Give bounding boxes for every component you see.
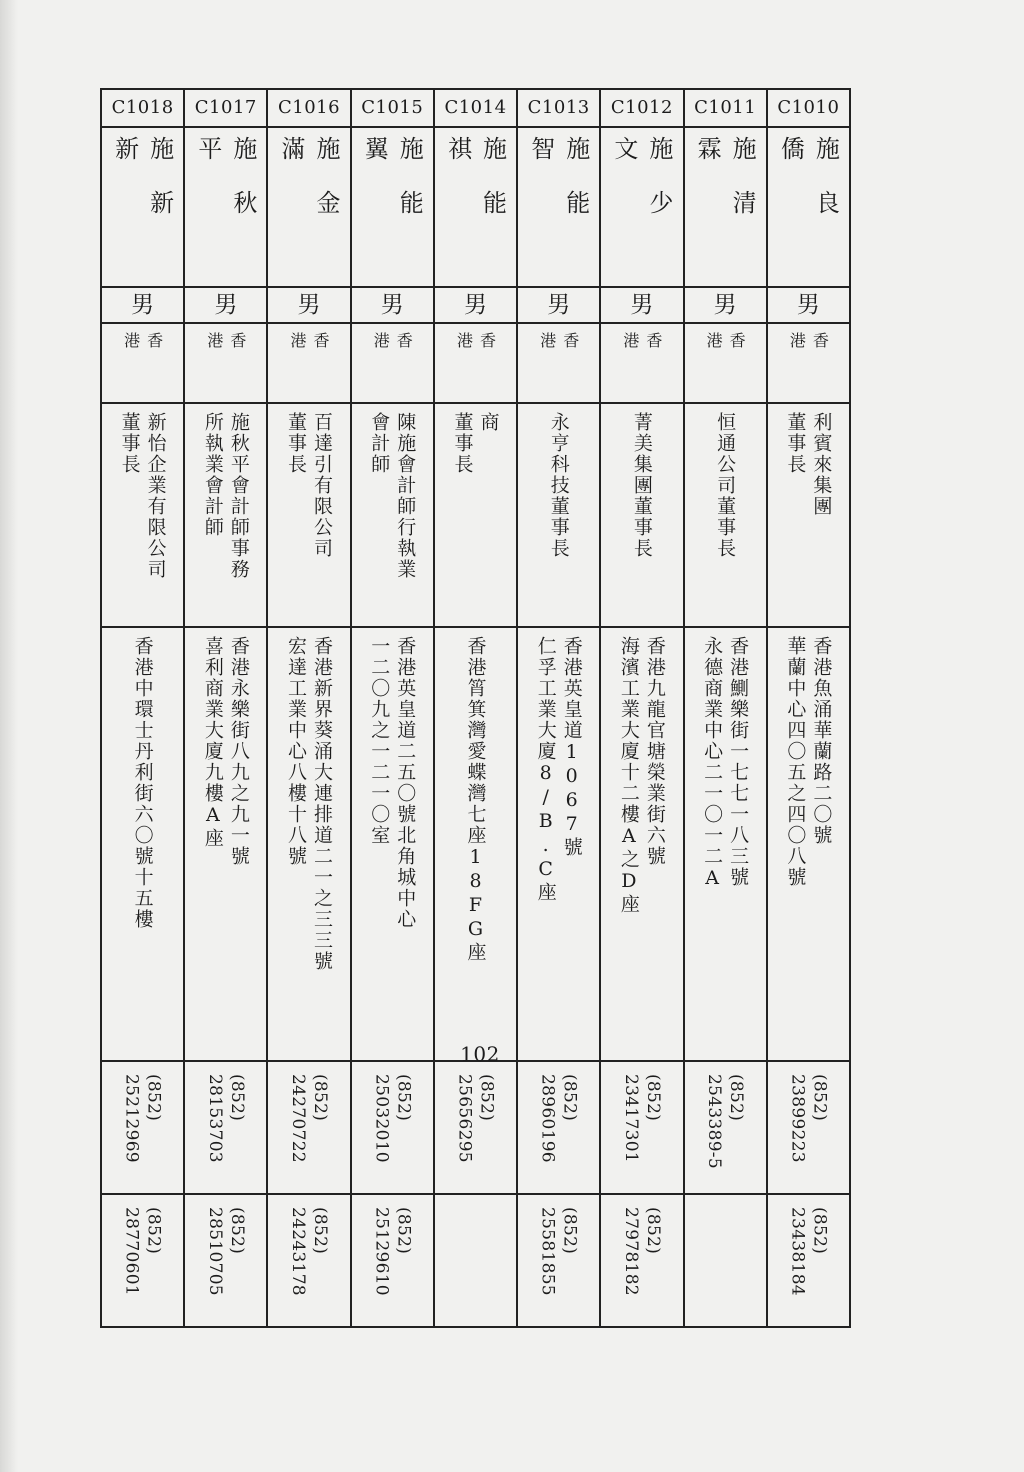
member-fax-wrap [685,1195,766,1207]
member-address-cell [434,627,517,1061]
member-birthplace: 香港 [537,332,580,368]
member-tel-cell [434,1061,517,1194]
member-tel-wrap [685,1062,766,1169]
member-fax-cell [351,1194,434,1327]
page-number: 102 [460,1042,500,1066]
member-tel-wrap [102,1062,183,1163]
member-name-cell [101,127,184,287]
member-code: C1016 [267,89,350,127]
address-row [101,627,850,1061]
member-occupation: 恒通公司董事長 [714,412,737,559]
member-sex: 男 [267,287,350,323]
member-occupation: 百達引有限公司 董事長 [285,412,334,559]
member-address: 香港九龍官塘榮業街六號 海濱工業大廈十二樓A之D座 [617,636,666,915]
member-birthplace: 香港 [704,332,747,368]
member-fax-cell [517,1194,600,1327]
member-address-cell [600,627,683,1061]
member-telephone: (852) 25032010 [371,1074,414,1163]
member-fax-wrap [102,1195,183,1296]
member-fax-wrap [768,1195,849,1296]
member-birthplace: 香港 [204,332,247,368]
member-fax: (852) 28770601 [121,1207,164,1296]
member-address: 香港鰂樂街一七七一八三號 永德商業中心二一〇一二A [701,636,750,891]
member-name-cell [517,127,600,287]
member-tel-wrap [185,1062,266,1163]
member-address: 香港永樂街八九之九一號 喜利商業大廈九樓A座 [201,636,250,867]
member-sex: 男 [684,287,767,323]
member-sex: 男 [351,287,434,323]
member-fax-cell [767,1194,850,1327]
member-name: 施金滿 [277,136,341,244]
member-telephone: (852) 25656295 [454,1074,497,1163]
member-tel-cell [101,1061,184,1194]
member-tel-wrap [768,1062,849,1163]
member-name-cell [351,127,434,287]
member-birthplace-cell [600,323,683,403]
member-fax-wrap [601,1195,682,1296]
member-telephone: (852) 25212969 [121,1074,164,1163]
member-birthplace: 香港 [121,332,164,368]
member-address-cell [351,627,434,1061]
member-sex: 男 [767,287,850,323]
member-occupation-cell [434,403,517,627]
member-address: 香港魚涌華蘭路二〇號 華蘭中心四〇五之四〇八號 [784,636,833,888]
member-tel-wrap [518,1062,599,1163]
member-name: 施清霖 [693,136,757,244]
member-code: C1011 [684,89,767,127]
member-code: C1013 [517,89,600,127]
member-code: C1012 [600,89,683,127]
member-occupation-cell [101,403,184,627]
member-birthplace-cell [517,323,600,403]
member-sex: 男 [184,287,267,323]
member-birthplace: 香港 [454,332,497,368]
member-fax: (852) 23438184 [787,1207,830,1296]
member-occupation-cell [267,403,350,627]
member-telephone: (852) 28960196 [537,1074,580,1163]
member-fax: (852) 25581855 [537,1207,580,1296]
member-address-cell [767,627,850,1061]
member-sex: 男 [600,287,683,323]
member-name-cell [767,127,850,287]
member-name-cell [600,127,683,287]
member-address-cell [184,627,267,1061]
member-birthplace-cell [184,323,267,403]
member-tel-wrap [268,1062,349,1163]
member-occupation-cell [351,403,434,627]
member-address: 香港中環士丹利街六〇號十五樓 [131,636,154,930]
member-code: C1017 [184,89,267,127]
member-occupation-cell [600,403,683,627]
member-telephone: (852) 28153703 [204,1074,247,1163]
member-occupation-cell [767,403,850,627]
member-address-cell [684,627,767,1061]
member-occupation: 新怡企業有限公司 董事長 [118,412,167,580]
member-name: 施能祺 [443,136,507,244]
member-address-cell [517,627,600,1061]
member-tel-cell [600,1061,683,1194]
member-fax-cell [101,1194,184,1327]
name-row [101,127,850,287]
member-fax: (852) 25129610 [371,1207,414,1296]
member-tel-wrap [435,1062,516,1163]
member-birthplace-cell [101,323,184,403]
member-name: 施能智 [526,136,590,244]
member-occupation: 陳施會計師行執業 會計師 [368,412,417,580]
member-tel-wrap [601,1062,682,1163]
member-fax-wrap [435,1195,516,1207]
member-tel-cell [767,1061,850,1194]
member-address: 香港新界葵涌大連排道二一之三三號 宏達工業中心八樓十八號 [285,636,334,972]
code-row [101,89,850,127]
member-birthplace: 香港 [620,332,663,368]
member-code: C1015 [351,89,434,127]
member-birthplace-cell [684,323,767,403]
member-tel-cell [267,1061,350,1194]
member-fax-cell [600,1194,683,1327]
member-address-cell [101,627,184,1061]
member-address-cell [267,627,350,1061]
member-occupation: 商 董事長 [451,412,500,475]
member-code: C1010 [767,89,850,127]
member-fax: (852) 27978182 [620,1207,663,1296]
member-address: 香港筲箕灣愛蝶灣七座18FG座 [464,636,487,963]
member-fax-wrap [518,1195,599,1296]
member-sex: 男 [101,287,184,323]
member-tel-cell [684,1061,767,1194]
member-fax-cell [267,1194,350,1327]
member-telephone: (852) 2543389-5 [704,1074,747,1169]
telephone-row [101,1061,850,1194]
member-occupation: 菁美集團董事長 [630,412,653,559]
fax-row [101,1194,850,1327]
member-name-cell [267,127,350,287]
member-sex: 男 [517,287,600,323]
member-telephone: (852) 23417301 [620,1074,663,1163]
member-occupation-cell [684,403,767,627]
member-tel-cell [517,1061,600,1194]
member-tel-cell [351,1061,434,1194]
member-fax-cell [434,1194,517,1327]
member-birthplace: 香港 [787,332,830,368]
member-birthplace-cell [767,323,850,403]
member-tel-wrap [352,1062,433,1163]
member-fax-cell [184,1194,267,1327]
member-name-cell [684,127,767,287]
member-address: 香港英皇道1067號 仁孚工業大廈8/B.C座 [534,636,583,903]
member-sex: 男 [434,287,517,323]
member-occupation: 施秋平會計師事務 所執業會計師 [201,412,250,580]
member-name: 施秋平 [193,136,257,244]
member-name-cell [184,127,267,287]
member-occupation: 利賓來集團 董事長 [784,412,833,517]
member-birthplace: 香港 [371,332,414,368]
occupation-row [101,403,850,627]
member-address: 香港英皇道二五〇號北角城中心 一二〇九之一二一〇室 [368,636,417,930]
member-code: C1014 [434,89,517,127]
member-fax: (852) 24243178 [288,1207,331,1296]
member-birthplace-cell [267,323,350,403]
member-name: 施良僑 [776,136,840,244]
member-fax-cell [684,1194,767,1327]
member-fax: (852) 28510705 [204,1207,247,1296]
member-name: 施新新 [110,136,174,244]
member-occupation-cell [517,403,600,627]
sex-row [101,287,850,323]
member-birthplace-cell [434,323,517,403]
member-code: C1018 [101,89,184,127]
birthplace-row [101,323,850,403]
member-fax-wrap [268,1195,349,1296]
member-fax-wrap [352,1195,433,1296]
page-binding-shadow [0,0,18,1472]
member-name: 施能翼 [360,136,424,244]
member-birthplace: 香港 [288,332,331,368]
member-name: 施少文 [609,136,673,244]
member-occupation: 永亨科技董事長 [547,412,570,559]
member-register-table [100,88,851,1328]
member-telephone: (852) 23899223 [787,1074,830,1163]
member-name-cell [434,127,517,287]
member-fax-wrap [185,1195,266,1296]
member-birthplace-cell [351,323,434,403]
member-tel-cell [184,1061,267,1194]
member-telephone: (852) 24270722 [288,1074,331,1163]
member-occupation-cell [184,403,267,627]
